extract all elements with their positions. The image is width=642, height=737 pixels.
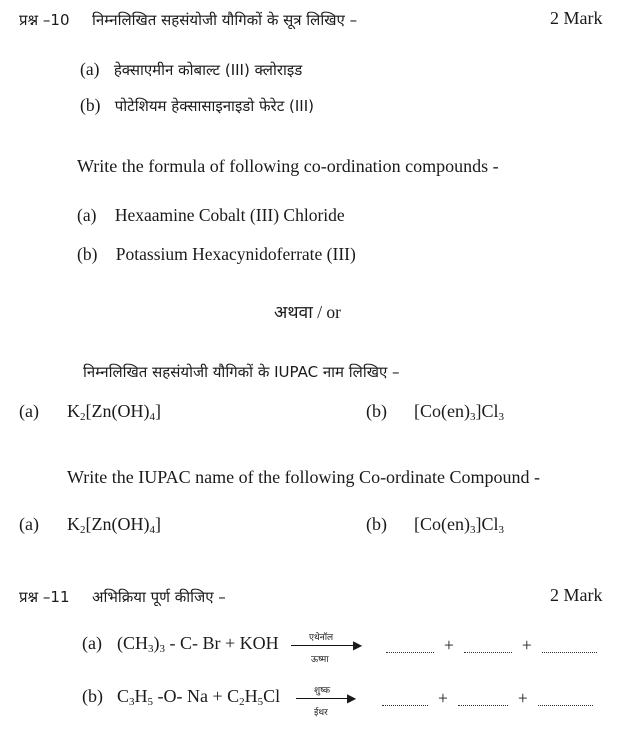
q11-a-tag: (a)	[82, 633, 102, 653]
q11-label: प्रश्न –11	[19, 588, 70, 606]
iupac-row-1-b-tag: (b)	[366, 401, 387, 421]
formula-part: [Co(en)	[414, 401, 470, 421]
item-text: Potassium Hexacynidoferrate (III)	[115, 244, 356, 264]
formula-sub: 4	[149, 411, 155, 423]
blank-field[interactable]	[538, 693, 593, 706]
formula-sub: 5	[257, 696, 264, 708]
blank-field[interactable]	[464, 640, 512, 653]
formula-sub: 3	[469, 411, 476, 423]
plus-sign: +	[438, 688, 448, 708]
item-text: पोटेशियम हेक्सासाइनाइडो फेरेट (III)	[114, 97, 314, 115]
item-text: हेक्साएमीन कोबाल्ट (III) क्लोराइड	[113, 61, 303, 79]
item-tag: (b)	[80, 95, 101, 115]
arrow-bottom-label: ऊष्मा	[311, 655, 329, 665]
arrow-shaft	[291, 645, 357, 646]
formula-part: H	[134, 686, 148, 706]
q10-english-item-b	[77, 244, 356, 265]
q10-english-prompt: Write the formula of following co-ordination compounds -	[77, 156, 499, 176]
q10-hindi-item-b	[80, 95, 314, 116]
formula-part: -O- Na + C	[153, 686, 240, 706]
arrow-shaft	[296, 698, 351, 699]
q10-marks: 2 Mark	[550, 8, 603, 28]
item-tag: (a)	[77, 205, 97, 225]
q11-a-products	[386, 635, 597, 656]
iupac-row-2-b-tag: (b)	[366, 514, 387, 534]
formula-sub: 3	[498, 411, 504, 423]
formula-part: K	[67, 514, 80, 534]
formula-sub: 3	[129, 696, 135, 708]
blank-field[interactable]	[458, 693, 508, 706]
formula-part: [Zn(OH)	[85, 514, 150, 534]
q10-hindi-item-a	[80, 59, 302, 80]
iupac-row-1-b-formula	[414, 401, 504, 422]
blank-field[interactable]	[386, 640, 434, 653]
arrow-top-label: एथेनॉल	[309, 633, 334, 643]
formula-part: )	[153, 633, 160, 653]
iupac-row-1-a-formula	[67, 401, 161, 422]
q11-a-arrow	[291, 630, 367, 670]
or-separator: अथवा / or	[274, 302, 342, 322]
q10-label: प्रश्न –10	[19, 11, 70, 29]
q10-hindi-prompt: निम्नलिखित सहसंयोजी यौगिकों के सूत्र लिखिए –	[92, 11, 358, 29]
q11-b-arrow	[296, 683, 366, 723]
iupac-row-2-b-formula	[414, 514, 504, 535]
q11-marks: 2 Mark	[550, 585, 603, 605]
formula-part: C	[117, 686, 130, 706]
formula-part: H	[244, 686, 258, 706]
iupac-row-1-a-tag: (a)	[19, 401, 39, 421]
q11-b-reactants	[117, 686, 280, 707]
blank-field[interactable]	[542, 640, 597, 653]
arrow-top-label: शुष्क	[314, 686, 331, 696]
formula-part: [Co(en)	[414, 514, 470, 534]
arrow-head-icon: ▶	[347, 691, 357, 705]
q11-b-products	[382, 688, 593, 709]
q11-b-tag: (b)	[82, 686, 103, 706]
arrow-head-icon: ▶	[353, 638, 363, 652]
formula-part: Cl	[263, 686, 281, 706]
iupac-row-2-a-tag: (a)	[19, 514, 39, 534]
formula-sub: 2	[80, 411, 86, 423]
formula-part: (CH	[117, 633, 148, 653]
item-tag: (b)	[77, 244, 98, 264]
formula-sub: 3	[148, 643, 154, 655]
formula-part: ]Cl	[475, 514, 499, 534]
formula-part: ]	[154, 514, 161, 534]
formula-part: - C- Br + KOH	[165, 633, 279, 653]
item-text: Hexaamine Cobalt (III) Chloride	[114, 205, 345, 225]
formula-sub: 2	[80, 524, 86, 536]
formula-sub: 5	[147, 696, 154, 708]
formula-sub: 2	[239, 696, 245, 708]
formula-sub: 3	[498, 524, 504, 536]
formula-part: ]	[154, 401, 161, 421]
blank-field[interactable]	[382, 693, 428, 706]
plus-sign: +	[444, 635, 454, 655]
q10-english-item-a	[77, 205, 345, 226]
formula-part: [Zn(OH)	[85, 401, 150, 421]
formula-sub: 3	[469, 524, 476, 536]
item-tag: (a)	[80, 59, 100, 79]
q11-a-reactants	[117, 633, 279, 654]
formula-sub: 4	[149, 524, 155, 536]
formula-sub: 3	[159, 643, 165, 655]
q10-hindi-iupac-prompt: निम्नलिखित सहसंयोजी यौगिकों के IUPAC नाम लिखिए –	[83, 363, 400, 381]
plus-sign: +	[521, 635, 532, 655]
formula-part: K	[67, 401, 80, 421]
q11-prompt: अभिक्रिया पूर्ण कीजिए –	[92, 588, 226, 606]
q10-english-iupac-prompt: Write the IUPAC name of the following Co-ordinate Compound -	[67, 467, 541, 487]
plus-sign: +	[517, 688, 528, 708]
iupac-row-2-a-formula	[67, 514, 161, 535]
arrow-bottom-label: ईथर	[314, 708, 328, 718]
formula-part: ]Cl	[475, 401, 499, 421]
